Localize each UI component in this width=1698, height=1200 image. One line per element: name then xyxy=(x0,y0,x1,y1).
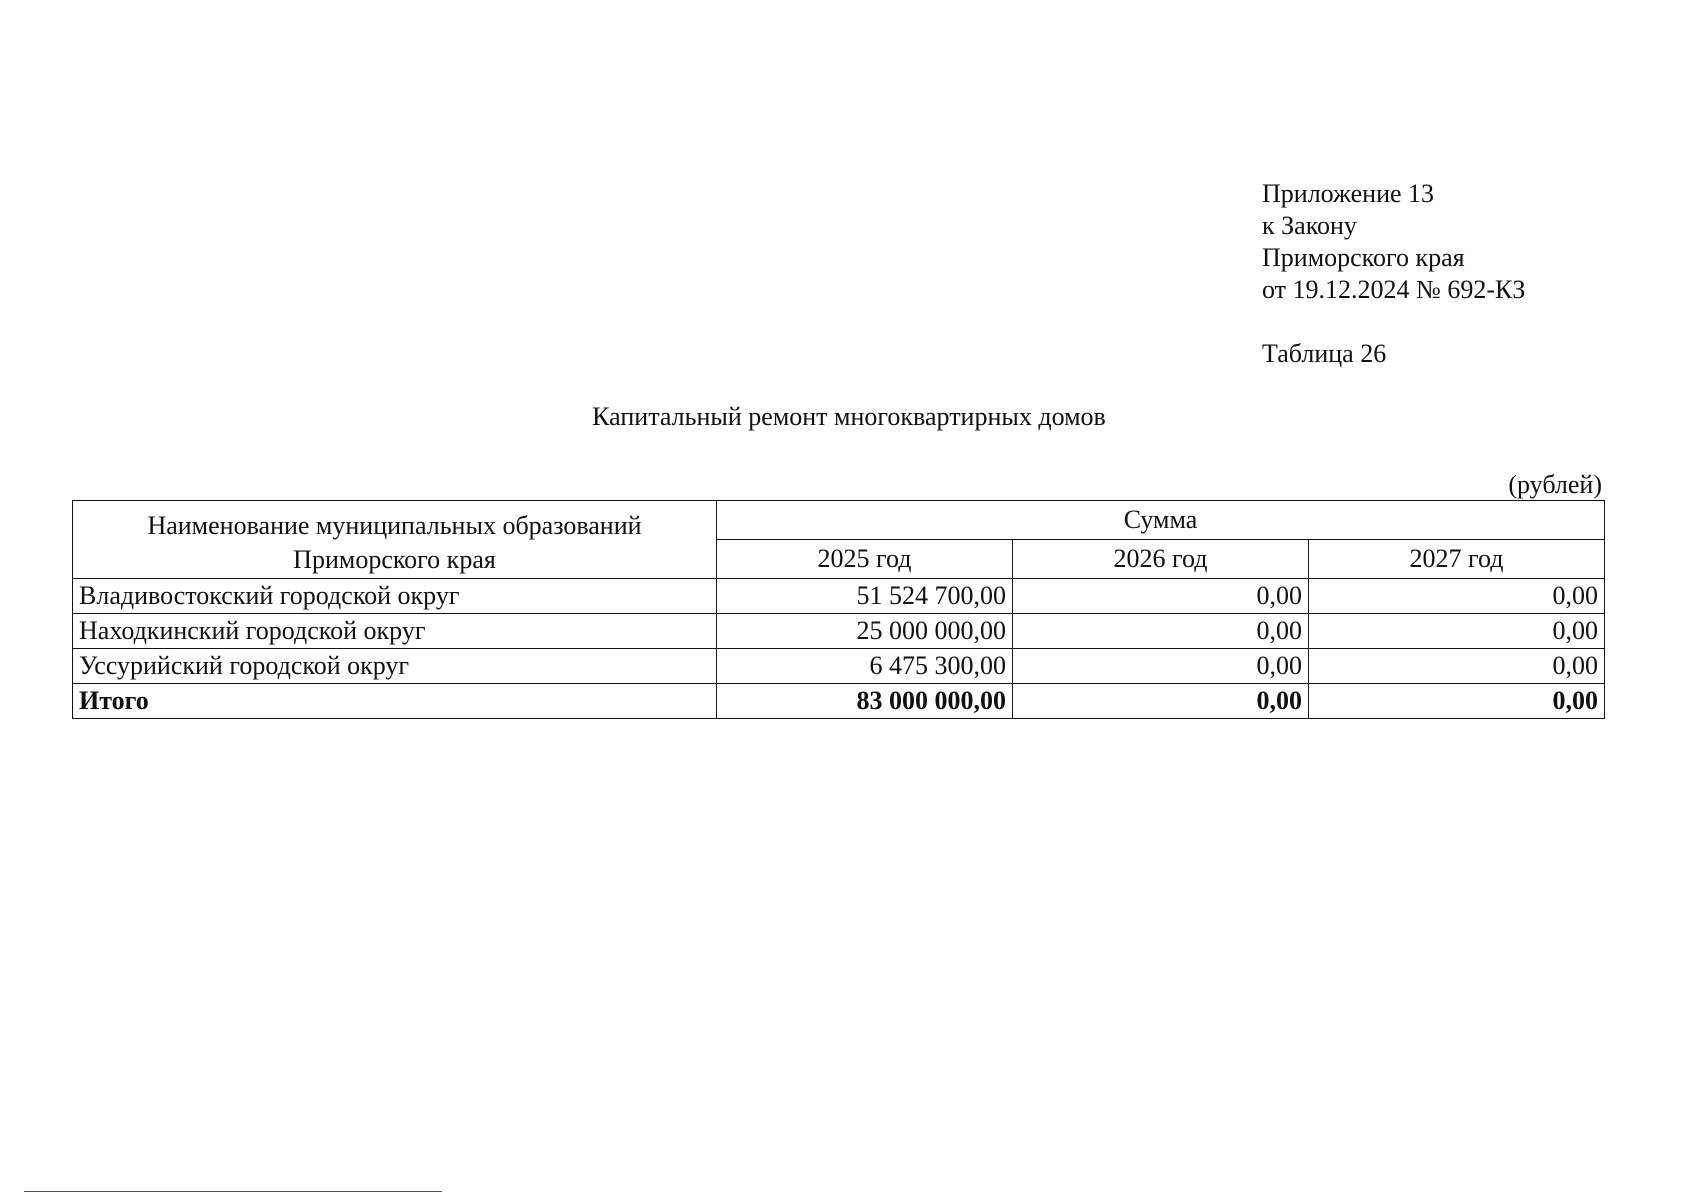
footnote-divider xyxy=(24,1191,442,1192)
amount-2026: 0,00 xyxy=(1013,614,1309,649)
units-label: (рублей) xyxy=(1508,470,1602,499)
amount-2025: 51 524 700,00 xyxy=(717,579,1013,614)
appendix-region: Приморского края xyxy=(1262,243,1465,272)
amount-2027: 0,00 xyxy=(1309,614,1605,649)
table-number: Таблица 26 xyxy=(1262,339,1387,368)
total-row xyxy=(73,684,1605,719)
municipality-name: Находкинский городской округ xyxy=(73,614,717,649)
total-2026: 0,00 xyxy=(1013,684,1309,719)
appendix-number: Приложение 13 xyxy=(1262,179,1435,208)
column-header-year-2026: 2026 год xyxy=(1013,540,1309,579)
municipality-name: Уссурийский городской округ xyxy=(73,649,717,684)
page-title: Капитальный ремонт многоквартирных домов xyxy=(592,402,1106,431)
table-row xyxy=(73,614,1605,649)
column-header-name: Наименование муниципальных образований Приморского края xyxy=(73,501,717,579)
amount-2025: 25 000 000,00 xyxy=(717,614,1013,649)
budget-table xyxy=(72,500,1605,719)
total-label: Итого xyxy=(73,684,717,719)
municipality-name: Владивостокский городской округ xyxy=(73,579,717,614)
table-row xyxy=(73,649,1605,684)
table-row xyxy=(73,579,1605,614)
column-header-year-2025: 2025 год xyxy=(717,540,1013,579)
appendix-law-ref: к Закону xyxy=(1262,211,1357,240)
appendix-law-date: от 19.12.2024 № 692-КЗ xyxy=(1262,275,1526,304)
amount-2025: 6 475 300,00 xyxy=(717,649,1013,684)
appendix-reference xyxy=(1262,178,1525,306)
column-header-year-2027: 2027 год xyxy=(1309,540,1605,579)
amount-2027: 0,00 xyxy=(1309,649,1605,684)
amount-2026: 0,00 xyxy=(1013,579,1309,614)
total-2025: 83 000 000,00 xyxy=(717,684,1013,719)
amount-2026: 0,00 xyxy=(1013,649,1309,684)
column-header-sum: Сумма xyxy=(717,501,1605,540)
total-2027: 0,00 xyxy=(1309,684,1605,719)
amount-2027: 0,00 xyxy=(1309,579,1605,614)
